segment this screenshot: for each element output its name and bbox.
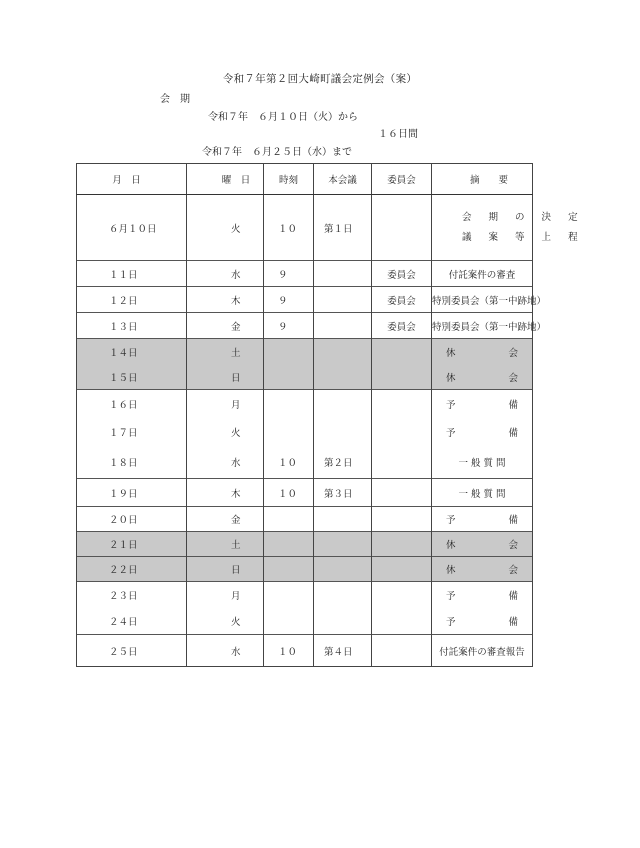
cell-committee	[372, 339, 432, 365]
session-start-date: 令和７年 ６月１０日（火）から	[208, 112, 358, 123]
cell-weekday: 金	[187, 313, 264, 339]
cell-month-day: ２１日	[77, 532, 187, 557]
cell-plenary	[314, 557, 372, 582]
cell-weekday: 月	[187, 582, 264, 609]
cell-plenary	[314, 287, 372, 313]
table-header-row	[77, 164, 533, 195]
cell-weekday: 土	[187, 532, 264, 557]
cell-committee	[372, 582, 432, 609]
session-duration: １６日間	[378, 129, 418, 140]
cell-committee: 委員会	[372, 261, 432, 287]
cell-summary: 予 備	[432, 419, 533, 446]
cell-month-day: １５日	[77, 365, 187, 390]
table-row	[77, 195, 533, 261]
table-row	[77, 479, 533, 507]
cell-committee	[372, 609, 432, 635]
cell-committee	[372, 365, 432, 390]
cell-weekday: 火	[187, 609, 264, 635]
column-header-summary: 摘 要	[432, 164, 533, 195]
cell-summary: 予 備	[432, 507, 533, 532]
cell-time: １０	[264, 479, 314, 507]
schedule-table	[76, 163, 585, 667]
cell-committee: 委員会	[372, 313, 432, 339]
cell-month-day: ２５日	[77, 635, 187, 667]
cell-weekday: 火	[187, 419, 264, 446]
cell-summary: 会 期 の 決 定 議 案 等 上 程	[432, 195, 533, 261]
cell-plenary: 第３日	[314, 479, 372, 507]
table-row	[77, 390, 533, 419]
cell-time	[264, 532, 314, 557]
cell-plenary	[314, 261, 372, 287]
cell-time: ９	[264, 261, 314, 287]
cell-plenary	[314, 532, 372, 557]
cell-committee	[372, 479, 432, 507]
cell-weekday: 水	[187, 446, 264, 479]
cell-weekday: 月	[187, 390, 264, 419]
cell-weekday: 水	[187, 261, 264, 287]
cell-committee	[372, 446, 432, 479]
cell-time	[264, 507, 314, 532]
cell-weekday: 金	[187, 507, 264, 532]
table-row	[77, 339, 533, 365]
cell-weekday: 木	[187, 287, 264, 313]
cell-month-day: １３日	[77, 313, 187, 339]
table-row	[77, 609, 533, 635]
cell-summary: 予 備	[432, 390, 533, 419]
cell-month-day: １９日	[77, 479, 187, 507]
cell-summary: 付託案件の審査報告	[432, 635, 533, 667]
table-row	[77, 446, 533, 479]
cell-committee	[372, 390, 432, 419]
column-header-committee: 委員会	[372, 164, 432, 195]
session-label: 会 期	[160, 94, 190, 105]
cell-month-day: ２４日	[77, 609, 187, 635]
cell-plenary	[314, 507, 372, 532]
cell-weekday: 日	[187, 557, 264, 582]
cell-month-day: １２日	[77, 287, 187, 313]
cell-committee	[372, 419, 432, 446]
cell-month-day: ６月１０日	[77, 195, 187, 261]
cell-time	[264, 609, 314, 635]
cell-plenary: 第１日	[314, 195, 372, 261]
cell-time	[264, 419, 314, 446]
cell-month-day: １１日	[77, 261, 187, 287]
document-title: 令和７年第２回大崎町議会定例会（案）	[222, 73, 418, 85]
table-row	[77, 557, 533, 582]
cell-month-day: ２３日	[77, 582, 187, 609]
cell-summary: 予 備	[432, 609, 533, 635]
cell-plenary	[314, 339, 372, 365]
cell-time	[264, 557, 314, 582]
cell-time: １０	[264, 446, 314, 479]
cell-plenary	[314, 390, 372, 419]
table-row	[77, 582, 533, 609]
cell-summary: 一 般 質 問	[432, 479, 533, 507]
cell-committee	[372, 507, 432, 532]
cell-time	[264, 365, 314, 390]
table-row	[77, 313, 533, 339]
cell-plenary	[314, 313, 372, 339]
column-header-month-day: 月 日	[77, 164, 187, 195]
cell-plenary: 第２日	[314, 446, 372, 479]
cell-plenary	[314, 582, 372, 609]
cell-time: ９	[264, 313, 314, 339]
cell-summary: 特別委員会（第一中跡地）	[432, 313, 533, 339]
session-end-date: 令和７年 ６月２５日（水）まで	[202, 147, 352, 158]
table-row	[77, 507, 533, 532]
table-row	[77, 419, 533, 446]
column-header-plenary: 本会議	[314, 164, 372, 195]
column-header-weekday: 曜 日	[187, 164, 264, 195]
cell-committee	[372, 557, 432, 582]
cell-weekday: 水	[187, 635, 264, 667]
cell-summary: 一 般 質 問	[432, 446, 533, 479]
cell-summary: 休 会	[432, 532, 533, 557]
cell-committee	[372, 635, 432, 667]
cell-month-day: １８日	[77, 446, 187, 479]
cell-time	[264, 582, 314, 609]
cell-summary: 付託案件の審査	[432, 261, 533, 287]
cell-plenary: 第４日	[314, 635, 372, 667]
cell-committee	[372, 195, 432, 261]
cell-weekday: 土	[187, 339, 264, 365]
cell-month-day: ２０日	[77, 507, 187, 532]
cell-plenary	[314, 609, 372, 635]
table-row	[77, 261, 533, 287]
cell-summary: 特別委員会（第一中跡地）	[432, 287, 533, 313]
cell-plenary	[314, 365, 372, 390]
cell-weekday: 火	[187, 195, 264, 261]
cell-time	[264, 339, 314, 365]
table-row	[77, 635, 533, 667]
cell-month-day: ２２日	[77, 557, 187, 582]
cell-committee	[372, 532, 432, 557]
column-header-time: 時刻	[264, 164, 314, 195]
cell-month-day: １６日	[77, 390, 187, 419]
table-row	[77, 532, 533, 557]
cell-committee: 委員会	[372, 287, 432, 313]
table-row	[77, 365, 533, 390]
cell-summary: 休 会	[432, 339, 533, 365]
table-row	[77, 287, 533, 313]
cell-month-day: １７日	[77, 419, 187, 446]
cell-plenary	[314, 419, 372, 446]
cell-month-day: １４日	[77, 339, 187, 365]
cell-summary: 休 会	[432, 557, 533, 582]
cell-time	[264, 390, 314, 419]
cell-summary: 休 会	[432, 365, 533, 390]
cell-time: ９	[264, 287, 314, 313]
cell-summary: 予 備	[432, 582, 533, 609]
cell-time: １０	[264, 635, 314, 667]
cell-weekday: 木	[187, 479, 264, 507]
cell-time: １０	[264, 195, 314, 261]
cell-weekday: 日	[187, 365, 264, 390]
